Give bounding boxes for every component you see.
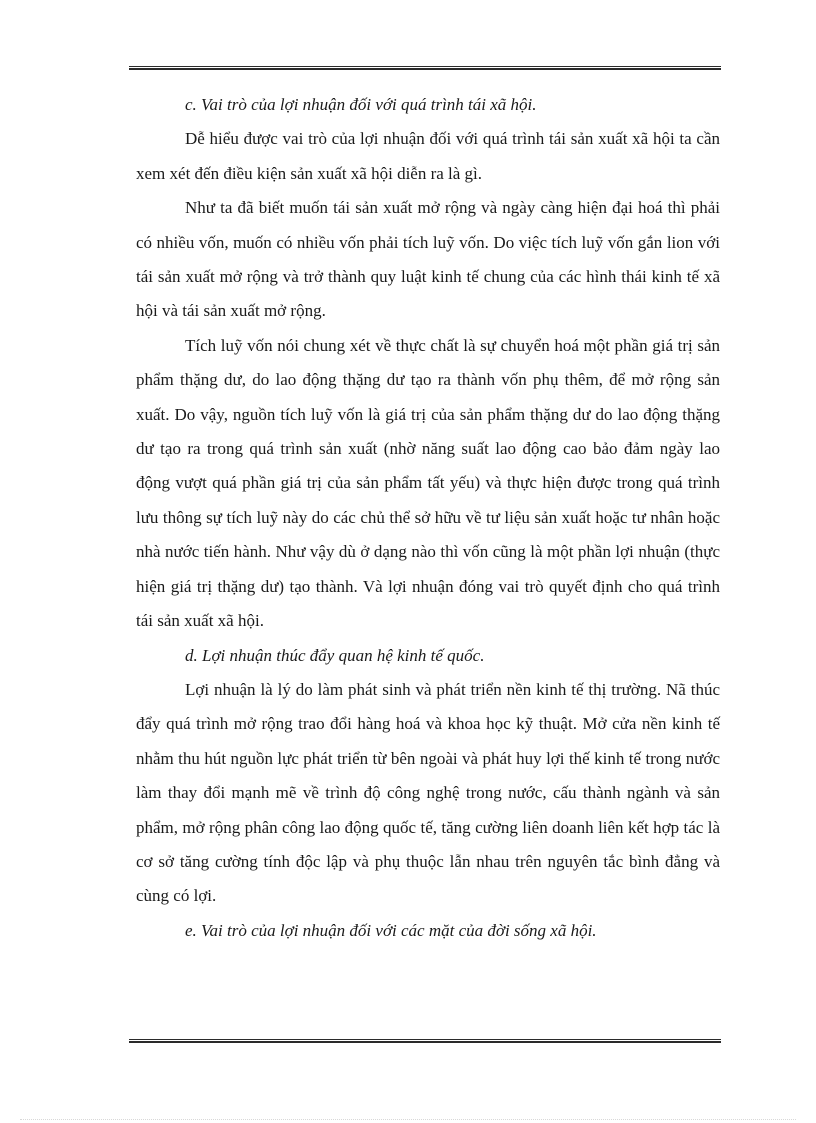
section-heading-e: e. Vai trò của lợi nhuận đối với các mặt của đời sống xã hội.: [185, 920, 597, 940]
paragraph: Như ta đã biết muốn tái sản xuất mở rộng và ngày càng hiện đại hoá thì phải có nhiều vốn, muốn có nhiều vốn phải tích luỹ vốn. Do việc tích luỹ vốn gắn lion với tái sản xuất mở rộng và trở thành quy luật kinh tế chung của các hình thái kinh tế xã hội và tái sản xuất mở rộng.: [136, 198, 720, 321]
footer-double-rule: [129, 1039, 721, 1043]
page-body: [136, 88, 720, 948]
page-edge-dotted-line: [20, 1119, 796, 1120]
paragraph: Tích luỹ vốn nói chung xét về thực chất là sự chuyển hoá một phần giá trị sản phẩm thặng dư, do lao động thặng dư tạo ra thành vốn phụ thêm, để mở rộng sản xuất. Do vậy, nguồn tích luỹ vốn là giá trị của sản phẩm thặng dư do lao động thặng dư tạo ra trong quá trình sản xuất (nhờ năng suất lao động cao bảo đảm ngày lao động vượt quá phần giá trị của sản phẩm tất yếu) và thực hiện được trong quá trình lưu thông sự tích luỹ này do các chủ thể sở hữu về tư liệu sản xuất hoặc tư nhân hoặc nhà nước tiến hành. Như vậy dù ở dạng nào thì vốn cũng là một phần lợi nhuận (thực hiện giá trị thặng dư) tạo thành. Và lợi nhuận đóng vai trò quyết định cho quá trình tái sản xuất xã hội.: [136, 335, 720, 631]
paragraph: Dễ hiểu được vai trò của lợi nhuận đối với quá trình tái sản xuất xã hội ta cần xem xét đến điều kiện sản xuất xã hội diễn ra là gì.: [136, 129, 720, 183]
section-heading-d: d. Lợi nhuận thúc đẩy quan hệ kinh tế quốc.: [185, 645, 485, 665]
paragraph: Lợi nhuận là lý do làm phát sinh và phát triển nền kinh tế thị trường. Nã thúc đẩy quá trình mở rộng trao đổi hàng hoá và khoa học kỹ thuật. Mở cửa nền kinh tế nhằm thu hút nguồn lực phát triển từ bên ngoài và phát huy lợi thế kinh tế trong nước làm thay đổi mạnh mẽ về trình độ công nghệ trong nước, cấu thành ngành và sản phẩm, mở rộng phân công lao động quốc tế, tăng cường liên doanh liên kết hợp tác là cơ sở tăng cường tính độc lập và phụ thuộc lẫn nhau trên nguyên tắc bình đẳng và cùng có lợi.: [136, 679, 720, 906]
section-heading-c: c. Vai trò của lợi nhuận đối với quá trình tái xã hội.: [185, 95, 537, 114]
header-double-rule: [129, 66, 721, 70]
